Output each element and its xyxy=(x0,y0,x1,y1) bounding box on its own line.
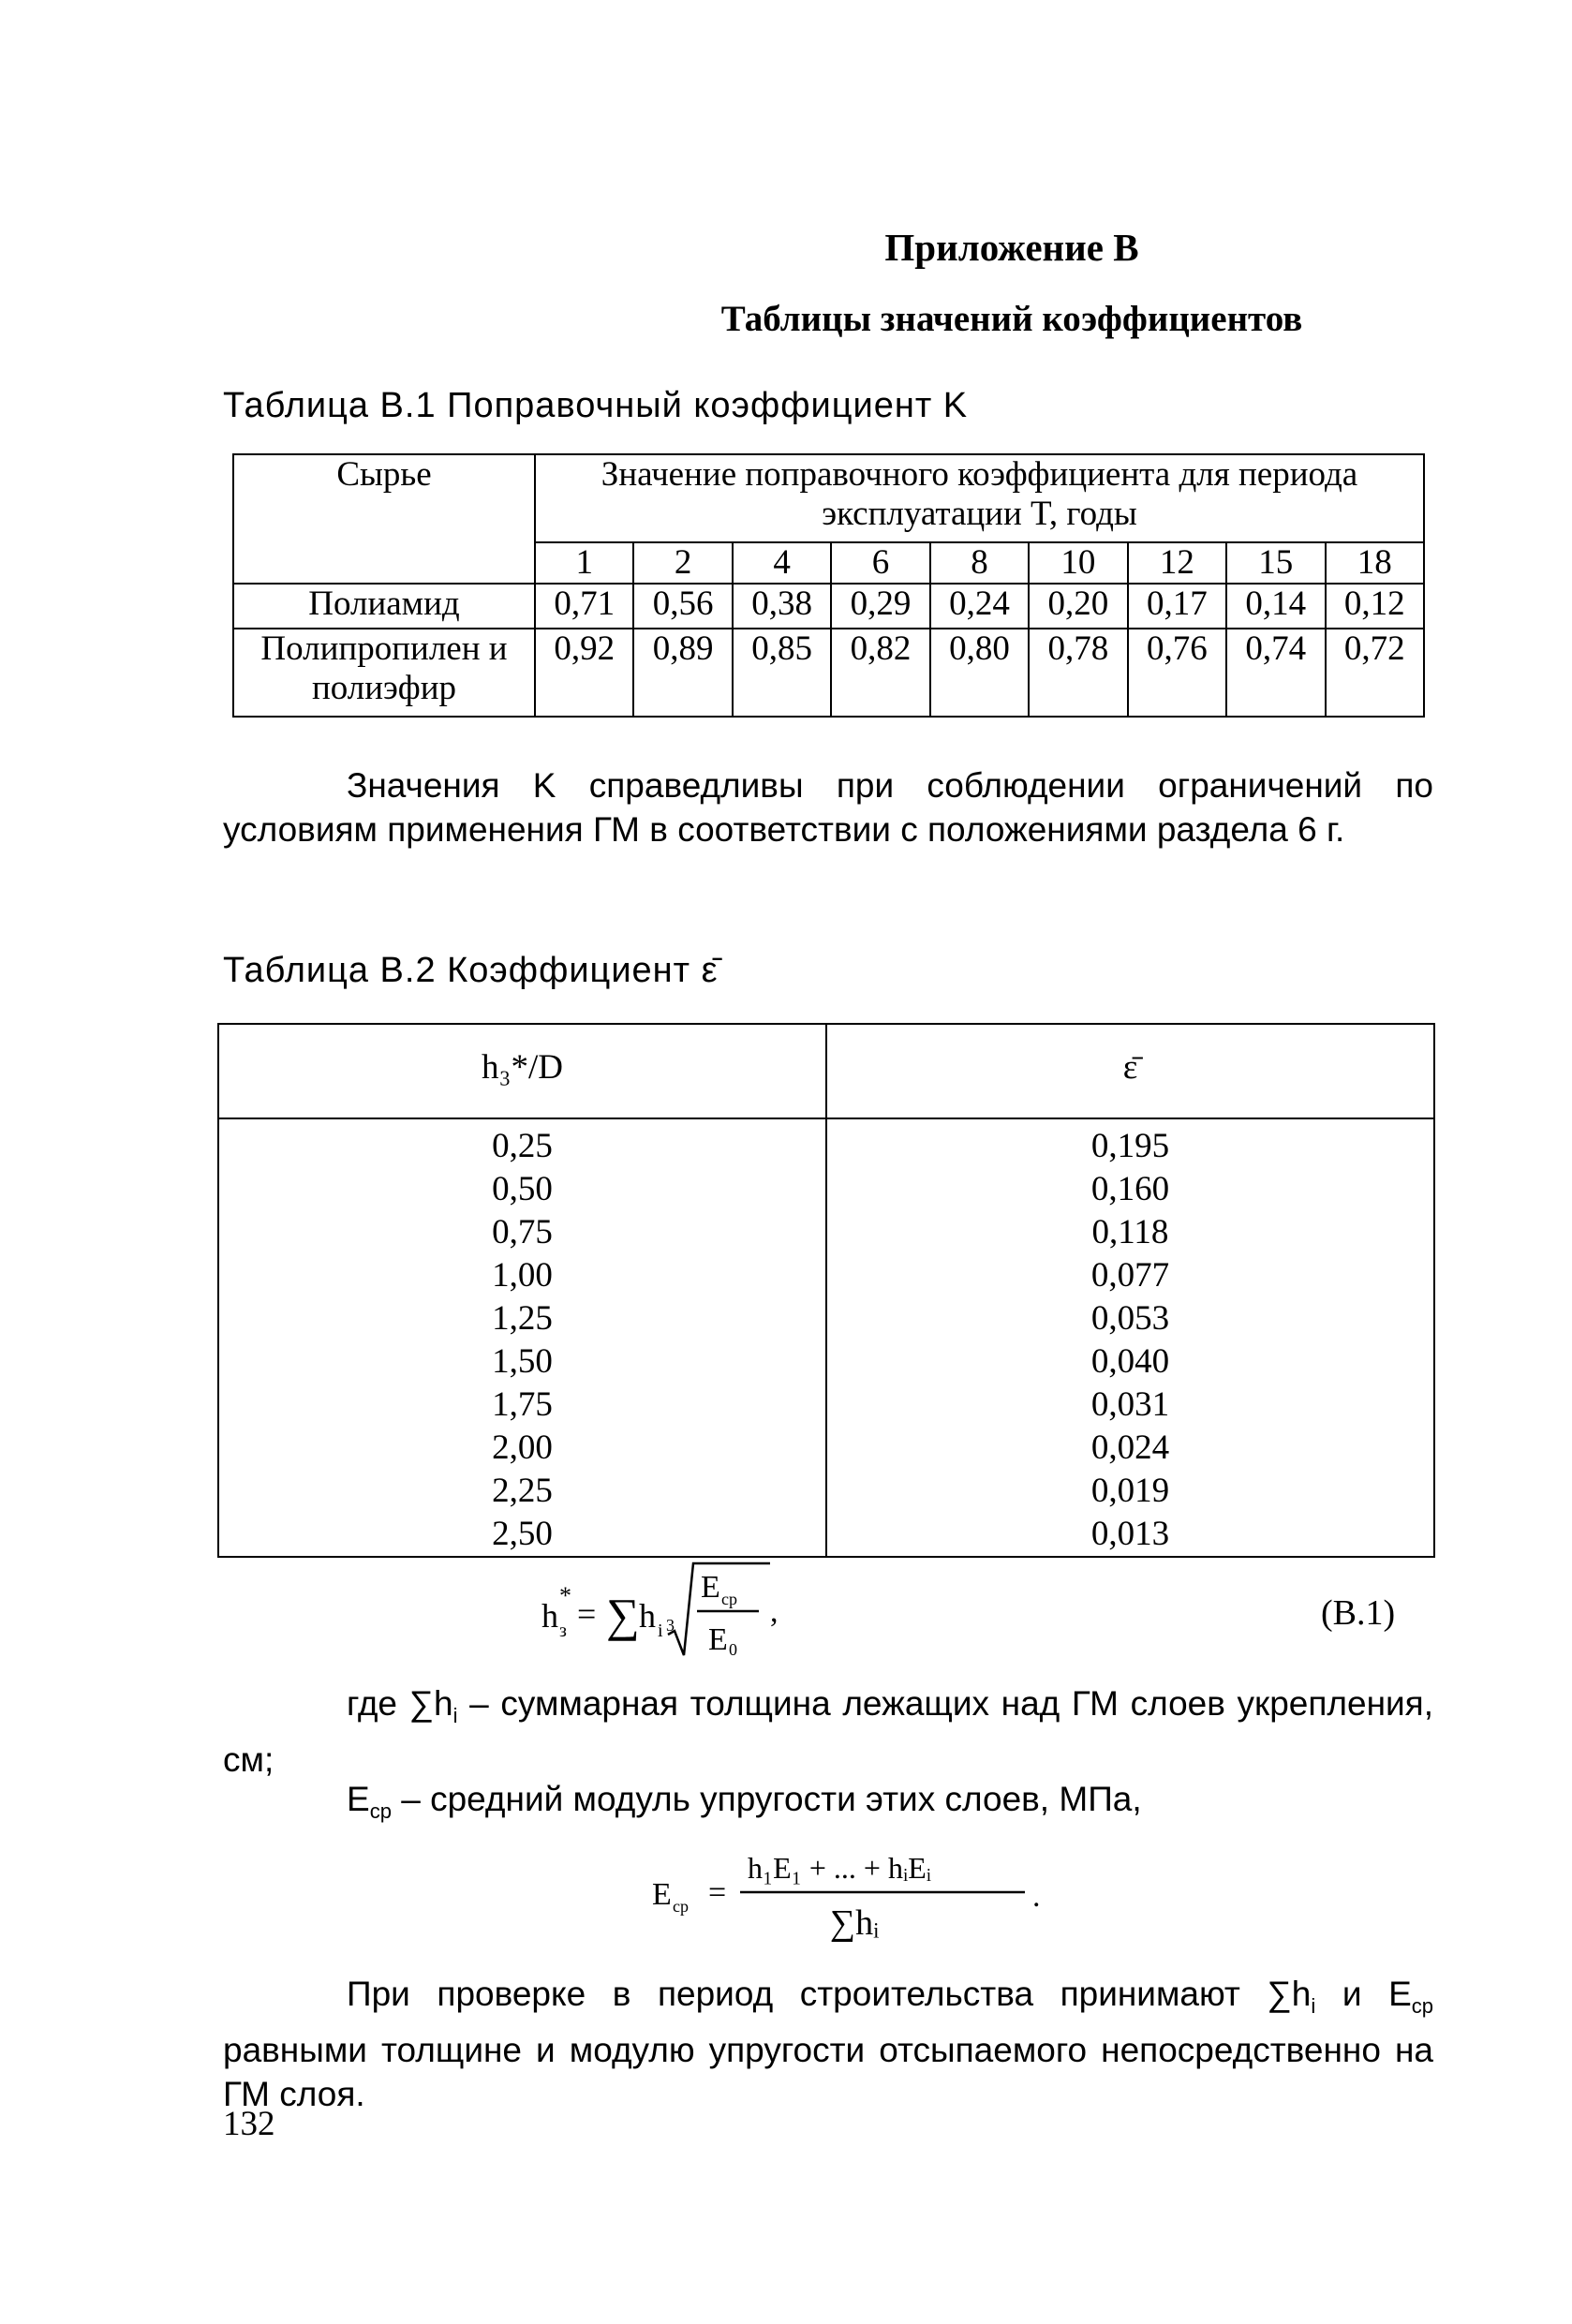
table1 xyxy=(232,453,1425,718)
table1-value-cell: 0,20 xyxy=(1029,584,1127,629)
table1-value-cell: 0,74 xyxy=(1226,629,1325,717)
table2-col2-values xyxy=(826,1118,1434,1557)
table1-value-cell: 0,14 xyxy=(1226,584,1325,629)
table1-value-cell: 0,24 xyxy=(930,584,1029,629)
formula1-equals: = xyxy=(577,1595,597,1633)
table-row xyxy=(233,629,1424,717)
where-modulus-definition xyxy=(347,1777,1433,1833)
table2-col1-value: 2,50 xyxy=(492,1515,553,1553)
table2-col1-value: 0,50 xyxy=(492,1170,553,1208)
table1-value-cell: 0,82 xyxy=(831,629,929,717)
table1-material-header: Сырье xyxy=(233,454,535,584)
where-sum-definition xyxy=(223,1681,1433,1782)
table1-year-cell: 15 xyxy=(1226,542,1325,584)
table1-year-cell: 4 xyxy=(733,542,831,584)
table1-value-cell: 0,12 xyxy=(1326,584,1425,629)
formula1-num-sub: ср xyxy=(721,1590,737,1608)
table1-value-cell: 0,71 xyxy=(535,584,633,629)
formula1-num: E xyxy=(701,1570,720,1605)
table1-value-cell: 0,78 xyxy=(1029,629,1127,717)
section-title: Таблицы значений коэффициентов xyxy=(720,299,1303,339)
where-e-text: – средний модуль упругости этих слоев, МПа, xyxy=(391,1780,1142,1818)
table2-caption: Таблица В.2 Коэффициент ε̄ xyxy=(223,951,719,990)
formula2-numerator: h₁E₁ + ... + hᵢEᵢ xyxy=(748,1851,931,1885)
equation-number: (В.1) xyxy=(1321,1593,1396,1633)
where-sum-text: – суммарная толщина лежащих над ГМ слоев укрепления, см; xyxy=(223,1684,1433,1779)
para2-sub2: ср xyxy=(1411,1994,1434,2018)
table2-col2-value: 0,019 xyxy=(1090,1472,1170,1510)
table2-col2-value: 0,013 xyxy=(1090,1515,1170,1553)
formula2-tail: . xyxy=(1032,1879,1041,1914)
table1-value-cell: 0,38 xyxy=(733,584,831,629)
table2-col2-value: 0,031 xyxy=(1090,1385,1170,1424)
formula2-denominator: ∑hᵢ xyxy=(830,1903,880,1943)
formula2-lhs: E xyxy=(652,1877,672,1912)
table2-col1-value: 1,25 xyxy=(492,1299,553,1338)
para2-part3: равными толщине и модулю упругости отсыпаемого непосредственно на ГМ слоя. xyxy=(223,2031,1433,2113)
table1-value-cell: 0,72 xyxy=(1326,629,1425,717)
formula-mean-modulus xyxy=(646,1841,1049,1944)
page-number: 132 xyxy=(223,2105,275,2143)
table1-value-cell: 0,89 xyxy=(633,629,732,717)
table1-value-cell: 0,80 xyxy=(930,629,1029,717)
table2-col2-value: 0,040 xyxy=(1090,1342,1170,1381)
table1-value-cell: 0,17 xyxy=(1128,584,1226,629)
table1-year-cell: 6 xyxy=(831,542,929,584)
table2-col1-value: 0,75 xyxy=(492,1213,553,1251)
table1-value-cell: 0,76 xyxy=(1128,629,1226,717)
table2-col1-value: 0,25 xyxy=(492,1127,553,1165)
table2-col1-value: 1,00 xyxy=(492,1256,553,1295)
table2-col2-value: 0,195 xyxy=(1090,1127,1170,1165)
table2-col1-value: 1,50 xyxy=(492,1342,553,1381)
table2-col1-header: h₃*/D xyxy=(218,1024,826,1118)
table1-value-header: Значение поправочного коэффициента для периода эксплуатации T, годы xyxy=(535,454,1424,542)
note-paragraph: Значения K справедливы при соблюдении ограничений по условиям применения ГМ в соответствии с положениями раздела 6 г. xyxy=(223,766,1433,849)
table1-year-cell: 8 xyxy=(930,542,1029,584)
table2-col2-value: 0,077 xyxy=(1090,1256,1170,1295)
appendix-title: Приложение В xyxy=(884,226,1139,269)
construction-check-paragraph xyxy=(223,1972,1433,2116)
table-row xyxy=(233,584,1424,629)
formula1-sum: ∑ xyxy=(606,1589,640,1641)
table2 xyxy=(217,1023,1435,1558)
formula1-lhs-sub: з xyxy=(559,1621,567,1641)
table1-material-cell: Полиамид xyxy=(233,584,535,629)
formula2-equals: = xyxy=(708,1875,727,1910)
formula1-star: * xyxy=(559,1582,571,1609)
formula1-tail: , xyxy=(770,1594,779,1629)
where-sum-prefix: где ∑h xyxy=(347,1684,453,1723)
para2-part2: и E xyxy=(1315,1975,1412,2013)
table2-col2-value: 0,160 xyxy=(1090,1170,1170,1208)
table2-col1-value: 1,75 xyxy=(492,1385,553,1424)
formula1-den: E xyxy=(708,1622,728,1657)
table1-year-cell: 10 xyxy=(1029,542,1127,584)
table1-year-cell: 12 xyxy=(1128,542,1226,584)
table2-col1-value: 2,00 xyxy=(492,1428,553,1467)
where-e-sub: ср xyxy=(369,1799,392,1823)
formula1-lhs: h xyxy=(541,1597,558,1635)
para2-part1: При проверке в период строительства принимают ∑h xyxy=(347,1975,1312,2013)
para2-sub1: i xyxy=(1311,1994,1316,2018)
formula-b1 xyxy=(525,1552,843,1660)
table1-material-cell: Полипропилен и полиэфир xyxy=(233,629,535,717)
table1-year-cell: 1 xyxy=(535,542,633,584)
table1-caption: Таблица В.1 Поправочный коэффициент K xyxy=(223,386,969,425)
table1-year-cell: 18 xyxy=(1326,542,1425,584)
formula1-var-sub: i xyxy=(658,1621,663,1641)
table2-col1-value: 2,25 xyxy=(492,1472,553,1510)
table2-col2-value: 0,024 xyxy=(1090,1428,1170,1467)
formula2-lhs-sub: ср xyxy=(673,1897,689,1916)
table1-value-cell: 0,85 xyxy=(733,629,831,717)
table2-col2-value: 0,053 xyxy=(1090,1299,1170,1338)
formula1-root-index: 3 xyxy=(666,1616,675,1635)
table1-value-cell: 0,92 xyxy=(535,629,633,717)
table2-col1-values xyxy=(218,1118,826,1557)
table1-year-cell: 2 xyxy=(633,542,732,584)
table2-col2-value: 0,118 xyxy=(1091,1213,1169,1251)
table1-value-cell: 0,56 xyxy=(633,584,732,629)
table1-value-cell: 0,29 xyxy=(831,584,929,629)
formula1-den-sub: 0 xyxy=(729,1640,737,1659)
table2-col2-header: ε̄ xyxy=(826,1024,1434,1118)
where-e-symbol: E xyxy=(347,1780,370,1818)
where-sum-sub: i xyxy=(452,1704,458,1727)
formula1-var: h xyxy=(639,1597,656,1635)
